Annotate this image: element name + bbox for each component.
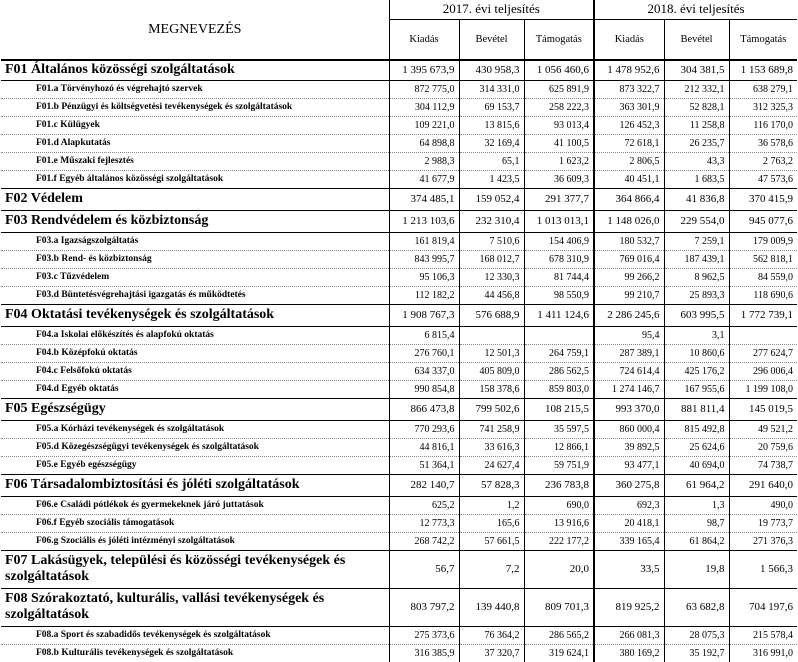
- cell-tamogatas-2018: 271 376,3: [729, 532, 797, 550]
- cell-tamogatas-2017: 98 550,9: [524, 286, 594, 304]
- cell-kiadas-2017: 95 106,3: [389, 268, 459, 286]
- subcategory-row: [1, 286, 797, 304]
- cell-tamogatas-2017: 35 597,5: [524, 420, 594, 438]
- subcategory-label: F01.d Alapkutatás: [1, 134, 389, 152]
- cell-bevetel-2017: 13 815,6: [459, 116, 524, 134]
- cell-tamogatas-2018: 562 818,1: [729, 250, 797, 268]
- cell-tamogatas-2017: 286 562,5: [524, 362, 594, 380]
- cell-bevetel-2018: 815 492,8: [664, 420, 729, 438]
- subcategory-row: [1, 496, 797, 514]
- category-row: [1, 210, 797, 232]
- cell-bevetel-2017: 430 958,3: [459, 60, 524, 80]
- subcategory-row: [1, 344, 797, 362]
- cell-kiadas-2018: 1 274 146,7: [594, 380, 664, 398]
- cell-tamogatas-2017: 286 565,2: [524, 626, 594, 644]
- subcategory-label: F04.d Egyéb oktatás: [1, 380, 389, 398]
- cell-kiadas-2018: 819 925,2: [594, 588, 664, 626]
- cell-kiadas-2017: 990 854,8: [389, 380, 459, 398]
- cell-tamogatas-2017: 81 744,4: [524, 268, 594, 286]
- cell-kiadas-2017: 770 293,6: [389, 420, 459, 438]
- cell-kiadas-2018: 33,5: [594, 550, 664, 588]
- cell-kiadas-2017: 6 815,4: [389, 326, 459, 344]
- cell-bevetel-2017: 57 661,5: [459, 532, 524, 550]
- subcategory-row: [1, 268, 797, 286]
- cell-bevetel-2018: 26 235,7: [664, 134, 729, 152]
- cell-kiadas-2017: 161 819,4: [389, 232, 459, 250]
- cell-tamogatas-2017: 1 411 124,6: [524, 304, 594, 326]
- cell-tamogatas-2017: 809 701,3: [524, 588, 594, 626]
- cell-bevetel-2018: 10 860,6: [664, 344, 729, 362]
- cell-tamogatas-2017: 690,0: [524, 496, 594, 514]
- subcategory-label: F05.a Kórházi tevékenységek és szolgáltatások: [1, 420, 389, 438]
- cell-bevetel-2018: 212 332,1: [664, 80, 729, 98]
- column-header-name: MEGNEVEZÉS: [1, 0, 389, 60]
- cell-bevetel-2017: 232 310,4: [459, 210, 524, 232]
- cell-bevetel-2017: 37 320,7: [459, 644, 524, 662]
- cell-tamogatas-2018: 36 578,6: [729, 134, 797, 152]
- subcategory-row: [1, 438, 797, 456]
- cell-bevetel-2017: 12 501,3: [459, 344, 524, 362]
- cell-kiadas-2018: 2 286 245,6: [594, 304, 664, 326]
- cell-tamogatas-2017: 1 056 460,6: [524, 60, 594, 80]
- subcategory-row: [1, 116, 797, 134]
- cell-tamogatas-2018: 1 566,3: [729, 550, 797, 588]
- cell-kiadas-2017: 268 742,2: [389, 532, 459, 550]
- subcategory-label: F08.b Kulturális tevékenységek és szolgáltatások: [1, 644, 389, 662]
- cell-bevetel-2017: 576 688,9: [459, 304, 524, 326]
- cell-bevetel-2017: 405 809,0: [459, 362, 524, 380]
- category-row: [1, 188, 797, 210]
- cell-kiadas-2018: 95,4: [594, 326, 664, 344]
- subcategory-row: [1, 250, 797, 268]
- subcategory-row: [1, 232, 797, 250]
- cell-kiadas-2017: 634 337,0: [389, 362, 459, 380]
- cell-bevetel-2018: 35 192,7: [664, 644, 729, 662]
- category-row: [1, 60, 797, 80]
- cell-bevetel-2018: 25 624,6: [664, 438, 729, 456]
- cell-bevetel-2017: 32 169,4: [459, 134, 524, 152]
- cell-kiadas-2018: 72 618,1: [594, 134, 664, 152]
- subcategory-row: [1, 326, 797, 344]
- cell-bevetel-2017: 12 330,3: [459, 268, 524, 286]
- cell-kiadas-2017: 2 988,3: [389, 152, 459, 170]
- subcategory-label: F01.e Műszaki fejlesztés: [1, 152, 389, 170]
- cell-tamogatas-2018: 19 773,7: [729, 514, 797, 532]
- header-year-row: [1, 0, 797, 19]
- cell-tamogatas-2018: 312 325,3: [729, 98, 797, 116]
- cell-kiadas-2017: 1 213 103,6: [389, 210, 459, 232]
- cell-tamogatas-2017: 258 222,3: [524, 98, 594, 116]
- subcategory-label: F06.g Szociális és jóléti intézményi szolgáltatások: [1, 532, 389, 550]
- cell-tamogatas-2018: 638 279,1: [729, 80, 797, 98]
- cell-bevetel-2017: 57 828,3: [459, 474, 524, 496]
- cell-bevetel-2017: 314 331,0: [459, 80, 524, 98]
- subcategory-label: F01.c Külügyek: [1, 116, 389, 134]
- column-header-tamogatas-2018: Támogatás: [729, 19, 797, 60]
- cell-tamogatas-2017: 222 177,2: [524, 532, 594, 550]
- cell-tamogatas-2018: 296 006,4: [729, 362, 797, 380]
- cell-bevetel-2018: 229 554,0: [664, 210, 729, 232]
- cell-bevetel-2017: 7 510,6: [459, 232, 524, 250]
- cell-kiadas-2018: 40 451,1: [594, 170, 664, 188]
- cell-kiadas-2017: 866 473,8: [389, 398, 459, 420]
- cell-tamogatas-2018: 20 759,6: [729, 438, 797, 456]
- cell-tamogatas-2017: 625 891,9: [524, 80, 594, 98]
- cell-bevetel-2018: 1,3: [664, 496, 729, 514]
- cell-tamogatas-2018: 116 170,0: [729, 116, 797, 134]
- cell-tamogatas-2017: 291 377,7: [524, 188, 594, 210]
- cell-tamogatas-2018: [729, 326, 797, 344]
- subcategory-label: F03.c Tűzvédelem: [1, 268, 389, 286]
- cell-tamogatas-2018: 145 019,5: [729, 398, 797, 420]
- cell-tamogatas-2017: 41 100,5: [524, 134, 594, 152]
- cell-bevetel-2018: 425 176,2: [664, 362, 729, 380]
- cell-kiadas-2017: 1 908 767,3: [389, 304, 459, 326]
- category-label: F07 Lakásügyek, települési és közösségi tevékenységek és szolgáltatások: [1, 550, 389, 588]
- subcategory-row: [1, 98, 797, 116]
- cell-bevetel-2018: 304 381,5: [664, 60, 729, 80]
- cell-bevetel-2018: 63 682,8: [664, 588, 729, 626]
- cell-bevetel-2017: 7,2: [459, 550, 524, 588]
- subcategory-label: F01.b Pénzügyi és költségvetési tevékenységek és szolgáltatások: [1, 98, 389, 116]
- cell-bevetel-2017: [459, 326, 524, 344]
- cell-kiadas-2018: 287 389,1: [594, 344, 664, 362]
- cell-tamogatas-2017: 1 623,2: [524, 152, 594, 170]
- cell-kiadas-2017: 843 995,7: [389, 250, 459, 268]
- cell-bevetel-2017: 741 258,9: [459, 420, 524, 438]
- subcategory-row: [1, 514, 797, 532]
- cell-bevetel-2018: 52 828,1: [664, 98, 729, 116]
- cell-tamogatas-2018: 490,0: [729, 496, 797, 514]
- cell-kiadas-2018: 873 322,7: [594, 80, 664, 98]
- subcategory-row: [1, 644, 797, 662]
- cell-kiadas-2018: 39 892,5: [594, 438, 664, 456]
- subcategory-row: [1, 380, 797, 398]
- cell-kiadas-2017: 112 182,2: [389, 286, 459, 304]
- cell-kiadas-2018: 20 418,1: [594, 514, 664, 532]
- cell-bevetel-2018: 61 964,2: [664, 474, 729, 496]
- cell-bevetel-2017: 1,2: [459, 496, 524, 514]
- cell-tamogatas-2017: 154 406,9: [524, 232, 594, 250]
- cell-kiadas-2017: 44 816,1: [389, 438, 459, 456]
- cell-tamogatas-2017: 859 803,0: [524, 380, 594, 398]
- cell-bevetel-2017: 159 052,4: [459, 188, 524, 210]
- cell-tamogatas-2018: 1 199 108,0: [729, 380, 797, 398]
- cell-kiadas-2017: 803 797,2: [389, 588, 459, 626]
- cell-kiadas-2018: 364 866,4: [594, 188, 664, 210]
- category-row: [1, 304, 797, 326]
- cell-kiadas-2017: 374 485,1: [389, 188, 459, 210]
- cell-kiadas-2018: 126 452,3: [594, 116, 664, 134]
- cell-bevetel-2017: 24 627,4: [459, 456, 524, 474]
- subcategory-label: F05.e Egyéb egészségügy: [1, 456, 389, 474]
- cell-bevetel-2017: 33 616,3: [459, 438, 524, 456]
- subcategory-label: F03.a Igazságszolgáltatás: [1, 232, 389, 250]
- cell-kiadas-2017: 109 221,0: [389, 116, 459, 134]
- cell-tamogatas-2018: 1 772 739,1: [729, 304, 797, 326]
- cell-tamogatas-2018: 291 640,0: [729, 474, 797, 496]
- cell-kiadas-2017: 316 385,9: [389, 644, 459, 662]
- cell-bevetel-2018: 881 811,4: [664, 398, 729, 420]
- cell-tamogatas-2017: 108 215,5: [524, 398, 594, 420]
- cell-bevetel-2017: 165,6: [459, 514, 524, 532]
- cell-bevetel-2018: 167 955,6: [664, 380, 729, 398]
- subcategory-row: [1, 420, 797, 438]
- cell-kiadas-2018: 380 169,2: [594, 644, 664, 662]
- cell-bevetel-2017: 799 502,6: [459, 398, 524, 420]
- cell-tamogatas-2018: 1 153 689,8: [729, 60, 797, 80]
- category-label: F04 Oktatási tevékenységek és szolgáltatások: [1, 304, 389, 326]
- cell-tamogatas-2018: 47 573,6: [729, 170, 797, 188]
- cell-bevetel-2018: 98,7: [664, 514, 729, 532]
- cell-tamogatas-2017: 93 013,4: [524, 116, 594, 134]
- cell-tamogatas-2017: 36 609,3: [524, 170, 594, 188]
- subcategory-row: [1, 134, 797, 152]
- column-header-kiadas-2017: Kiadás: [389, 19, 459, 60]
- cell-bevetel-2017: 168 012,7: [459, 250, 524, 268]
- cell-tamogatas-2017: 678 310,9: [524, 250, 594, 268]
- cell-tamogatas-2018: 704 197,6: [729, 588, 797, 626]
- cell-bevetel-2018: 1 683,5: [664, 170, 729, 188]
- subcategory-row: [1, 152, 797, 170]
- cell-tamogatas-2018: 945 077,6: [729, 210, 797, 232]
- category-label: F05 Egészségügy: [1, 398, 389, 420]
- cell-bevetel-2018: 19,8: [664, 550, 729, 588]
- category-row: [1, 550, 797, 588]
- cell-tamogatas-2018: 2 763,2: [729, 152, 797, 170]
- cell-tamogatas-2017: 59 751,9: [524, 456, 594, 474]
- category-row: [1, 474, 797, 496]
- cell-kiadas-2018: 339 165,4: [594, 532, 664, 550]
- subcategory-label: F01.f Egyéb általános közösségi szolgáltatások: [1, 170, 389, 188]
- cell-kiadas-2018: 93 477,1: [594, 456, 664, 474]
- header-year-2017: 2017. évi teljesítés: [389, 0, 594, 19]
- cell-kiadas-2018: 769 016,4: [594, 250, 664, 268]
- column-header-bevetel-2018: Bevétel: [664, 19, 729, 60]
- cell-tamogatas-2018: 118 690,6: [729, 286, 797, 304]
- cell-bevetel-2017: 44 456,8: [459, 286, 524, 304]
- cell-tamogatas-2018: 370 415,9: [729, 188, 797, 210]
- cell-tamogatas-2017: 13 916,6: [524, 514, 594, 532]
- cell-tamogatas-2017: 1 013 013,1: [524, 210, 594, 232]
- cell-tamogatas-2018: 179 009,9: [729, 232, 797, 250]
- cell-tamogatas-2018: 215 578,4: [729, 626, 797, 644]
- cell-kiadas-2018: 993 370,0: [594, 398, 664, 420]
- subcategory-label: F04.a Iskolai előkészítés és alapfokú oktatás: [1, 326, 389, 344]
- budget-table: [1, 0, 797, 662]
- cell-tamogatas-2018: 74 738,7: [729, 456, 797, 474]
- category-label: F02 Védelem: [1, 188, 389, 210]
- cell-kiadas-2017: 282 140,7: [389, 474, 459, 496]
- subcategory-row: [1, 170, 797, 188]
- cell-bevetel-2018: 11 258,8: [664, 116, 729, 134]
- subcategory-row: [1, 532, 797, 550]
- subcategory-row: [1, 362, 797, 380]
- cell-bevetel-2018: 28 075,3: [664, 626, 729, 644]
- subcategory-label: F05.d Közegészségügyi tevékenységek és szolgáltatások: [1, 438, 389, 456]
- cell-bevetel-2018: 41 836,8: [664, 188, 729, 210]
- cell-kiadas-2017: 56,7: [389, 550, 459, 588]
- cell-kiadas-2018: 99 210,7: [594, 286, 664, 304]
- subcategory-row: [1, 456, 797, 474]
- cell-kiadas-2017: 12 773,3: [389, 514, 459, 532]
- category-label: F01 Általános közösségi szolgáltatások: [1, 60, 389, 80]
- cell-kiadas-2018: 180 532,7: [594, 232, 664, 250]
- cell-kiadas-2017: 64 898,8: [389, 134, 459, 152]
- cell-kiadas-2017: 625,2: [389, 496, 459, 514]
- cell-kiadas-2018: 266 081,3: [594, 626, 664, 644]
- cell-tamogatas-2017: 319 624,1: [524, 644, 594, 662]
- column-header-bevetel-2017: Bevétel: [459, 19, 524, 60]
- cell-kiadas-2018: 1 478 952,6: [594, 60, 664, 80]
- cell-kiadas-2017: 872 775,0: [389, 80, 459, 98]
- cell-kiadas-2018: 692,3: [594, 496, 664, 514]
- cell-bevetel-2017: 1 423,5: [459, 170, 524, 188]
- column-header-tamogatas-2017: Támogatás: [524, 19, 594, 60]
- cell-kiadas-2017: 51 364,1: [389, 456, 459, 474]
- cell-kiadas-2018: 360 275,8: [594, 474, 664, 496]
- cell-bevetel-2018: 40 694,0: [664, 456, 729, 474]
- cell-tamogatas-2018: 84 559,0: [729, 268, 797, 286]
- cell-tamogatas-2017: 12 866,1: [524, 438, 594, 456]
- cell-tamogatas-2017: 20,0: [524, 550, 594, 588]
- cell-bevetel-2018: 43,3: [664, 152, 729, 170]
- cell-bevetel-2017: 65,1: [459, 152, 524, 170]
- cell-tamogatas-2017: [524, 326, 594, 344]
- category-label: F06 Társadalombiztosítási és jóléti szolgáltatások: [1, 474, 389, 496]
- subcategory-label: F06.e Családi pótlékok és gyermekeknek járó juttatások: [1, 496, 389, 514]
- subcategory-row: [1, 80, 797, 98]
- cell-bevetel-2018: 25 893,3: [664, 286, 729, 304]
- cell-kiadas-2017: 1 395 673,9: [389, 60, 459, 80]
- cell-kiadas-2018: 860 000,4: [594, 420, 664, 438]
- subcategory-label: F01.a Törvényhozó és végrehajtó szervek: [1, 80, 389, 98]
- cell-kiadas-2018: 724 614,4: [594, 362, 664, 380]
- category-row: [1, 398, 797, 420]
- cell-bevetel-2018: 3,1: [664, 326, 729, 344]
- cell-kiadas-2018: 363 301,9: [594, 98, 664, 116]
- subcategory-label: F06.f Egyéb szociális támogatások: [1, 514, 389, 532]
- cell-kiadas-2017: 41 677,9: [389, 170, 459, 188]
- header-year-2018: 2018. évi teljesítés: [594, 0, 797, 19]
- subcategory-label: F04.c Felsőfokú oktatás: [1, 362, 389, 380]
- cell-kiadas-2017: 276 760,1: [389, 344, 459, 362]
- cell-tamogatas-2018: 316 991,0: [729, 644, 797, 662]
- cell-bevetel-2018: 603 995,5: [664, 304, 729, 326]
- cell-bevetel-2017: 76 364,2: [459, 626, 524, 644]
- column-header-kiadas-2018: Kiadás: [594, 19, 664, 60]
- cell-bevetel-2018: 7 259,1: [664, 232, 729, 250]
- subcategory-label: F03.d Büntetésvégrehajtási igazgatás és működtetés: [1, 286, 389, 304]
- cell-tamogatas-2017: 236 783,8: [524, 474, 594, 496]
- subcategory-row: [1, 626, 797, 644]
- cell-kiadas-2018: 2 806,5: [594, 152, 664, 170]
- cell-kiadas-2017: 275 373,6: [389, 626, 459, 644]
- subcategory-label: F04.b Középfokú oktatás: [1, 344, 389, 362]
- category-label: F03 Rendvédelem és közbiztonság: [1, 210, 389, 232]
- subcategory-label: F08.a Sport és szabadidős tevékenységek és szolgáltatások: [1, 626, 389, 644]
- cell-tamogatas-2017: 264 759,1: [524, 344, 594, 362]
- cell-tamogatas-2018: 49 521,2: [729, 420, 797, 438]
- subcategory-label: F03.b Rend- és közbiztonság: [1, 250, 389, 268]
- cell-bevetel-2017: 139 440,8: [459, 588, 524, 626]
- cell-bevetel-2017: 69 153,7: [459, 98, 524, 116]
- cell-bevetel-2017: 158 378,6: [459, 380, 524, 398]
- cell-bevetel-2018: 187 439,1: [664, 250, 729, 268]
- cell-kiadas-2018: 99 266,2: [594, 268, 664, 286]
- cell-bevetel-2018: 8 962,5: [664, 268, 729, 286]
- category-label: F08 Szórakoztató, kulturális, vallási tevékenységek és szolgáltatások: [1, 588, 389, 626]
- cell-bevetel-2018: 61 864,2: [664, 532, 729, 550]
- cell-kiadas-2018: 1 148 026,0: [594, 210, 664, 232]
- cell-kiadas-2017: 304 112,9: [389, 98, 459, 116]
- cell-tamogatas-2018: 277 624,7: [729, 344, 797, 362]
- category-row: [1, 588, 797, 626]
